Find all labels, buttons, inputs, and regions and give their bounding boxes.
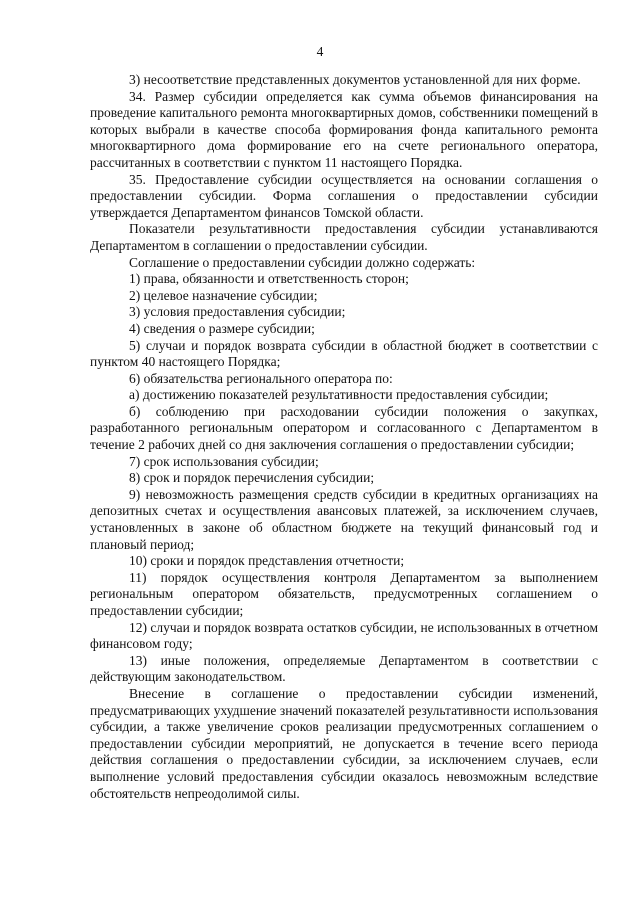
list-item: 5) случаи и порядок возврата субсидии в областной бюджет в соответствии с пунктом 40 настоящего Порядка;: [90, 337, 598, 370]
list-item: 7) срок использования субсидии;: [129, 453, 319, 469]
paragraph: 3) несоответствие представленных документов установленной для них форме.: [129, 72, 581, 87]
list-item: 13) иные положения, определяемые Департаментом в соответствии с действующим законодательством.: [90, 652, 598, 685]
paragraph: 34. Размер субсидии определяется как сумма объемов финансирования на проведение капитального ремонта многоквартирных домов, собственники помещений в которых выбрали в качестве способа формирования фонда капитального ремонта многоквартирного дома формирование его на счете регионального оператора, рассчитанных в соответствии с пунктом 11 настоящего Порядка.: [90, 88, 598, 170]
list-item: 2) целевое назначение субсидии;: [129, 287, 318, 303]
paragraph: 35. Предоставление субсидии осуществляется на основании соглашения о предоставлении субсидии. Форма соглашения о предоставлении субсидии утверждается Департаментом финансов Томской области.: [90, 171, 598, 220]
list-item: 1) права, обязанности и ответственность сторон;: [129, 271, 409, 287]
page-number: 4: [316, 44, 324, 59]
paragraph: Показатели результативности предоставления субсидии устанавливаются Департаментом в соглашении о предоставлении субсидии.: [90, 221, 598, 253]
list-item: 12) случаи и порядок возврата остатков субсидии, не использованных в отчетном финансовом году;: [90, 619, 598, 652]
list-item: 8) срок и порядок перечисления субсидии;: [129, 470, 375, 486]
paragraph: Соглашение о предоставлении субсидии должно содержать:: [129, 254, 476, 270]
document-body: [90, 72, 598, 802]
list-item: б) соблюдению при расходовании субсидии положения о закупках, разработанного региональным оператором и согласованного с Департаментом в течение 2 рабочих дней со дня заключения соглашения о предоставлении субсидии;: [90, 403, 598, 453]
list-item: 6) обязательства регионального оператора по:: [129, 370, 393, 386]
list-item: 11) порядок осуществления контроля Департаментом за выполнением региональным оператором обязательств, предусмотренных соглашением о предоставлении субсидии;: [90, 569, 598, 618]
paragraph: Внесение в соглашение о предоставлении субсидии изменений, предусматривающих ухудшение значений показателей результативности использования субсидии, а также увеличение сроков реализации предусмотренных соглашением о предоставлении субсидии мероприятий, не допускается в течение всего периода действия соглашения о предоставлении субсидии, за исключением случаев, если выполнение условий предоставления субсидии оказалось невозможным вследствие обстоятельств непреодолимой силы.: [90, 685, 598, 801]
list-item: 4) сведения о размере субсидии;: [129, 320, 315, 336]
list-item: а) достижению показателей результативности предоставления субсидии;: [129, 387, 549, 403]
list-item: 9) невозможность размещения средств субсидии в кредитных организациях на депозитных счетах и осуществления авансовых платежей, за исключением случаев, установленных в законе об областном бюджете на текущий финансовый год и плановый период;: [90, 486, 598, 552]
list-item: 3) условия предоставления субсидии;: [129, 304, 346, 320]
list-item: 10) сроки и порядок представления отчетности;: [129, 553, 405, 569]
